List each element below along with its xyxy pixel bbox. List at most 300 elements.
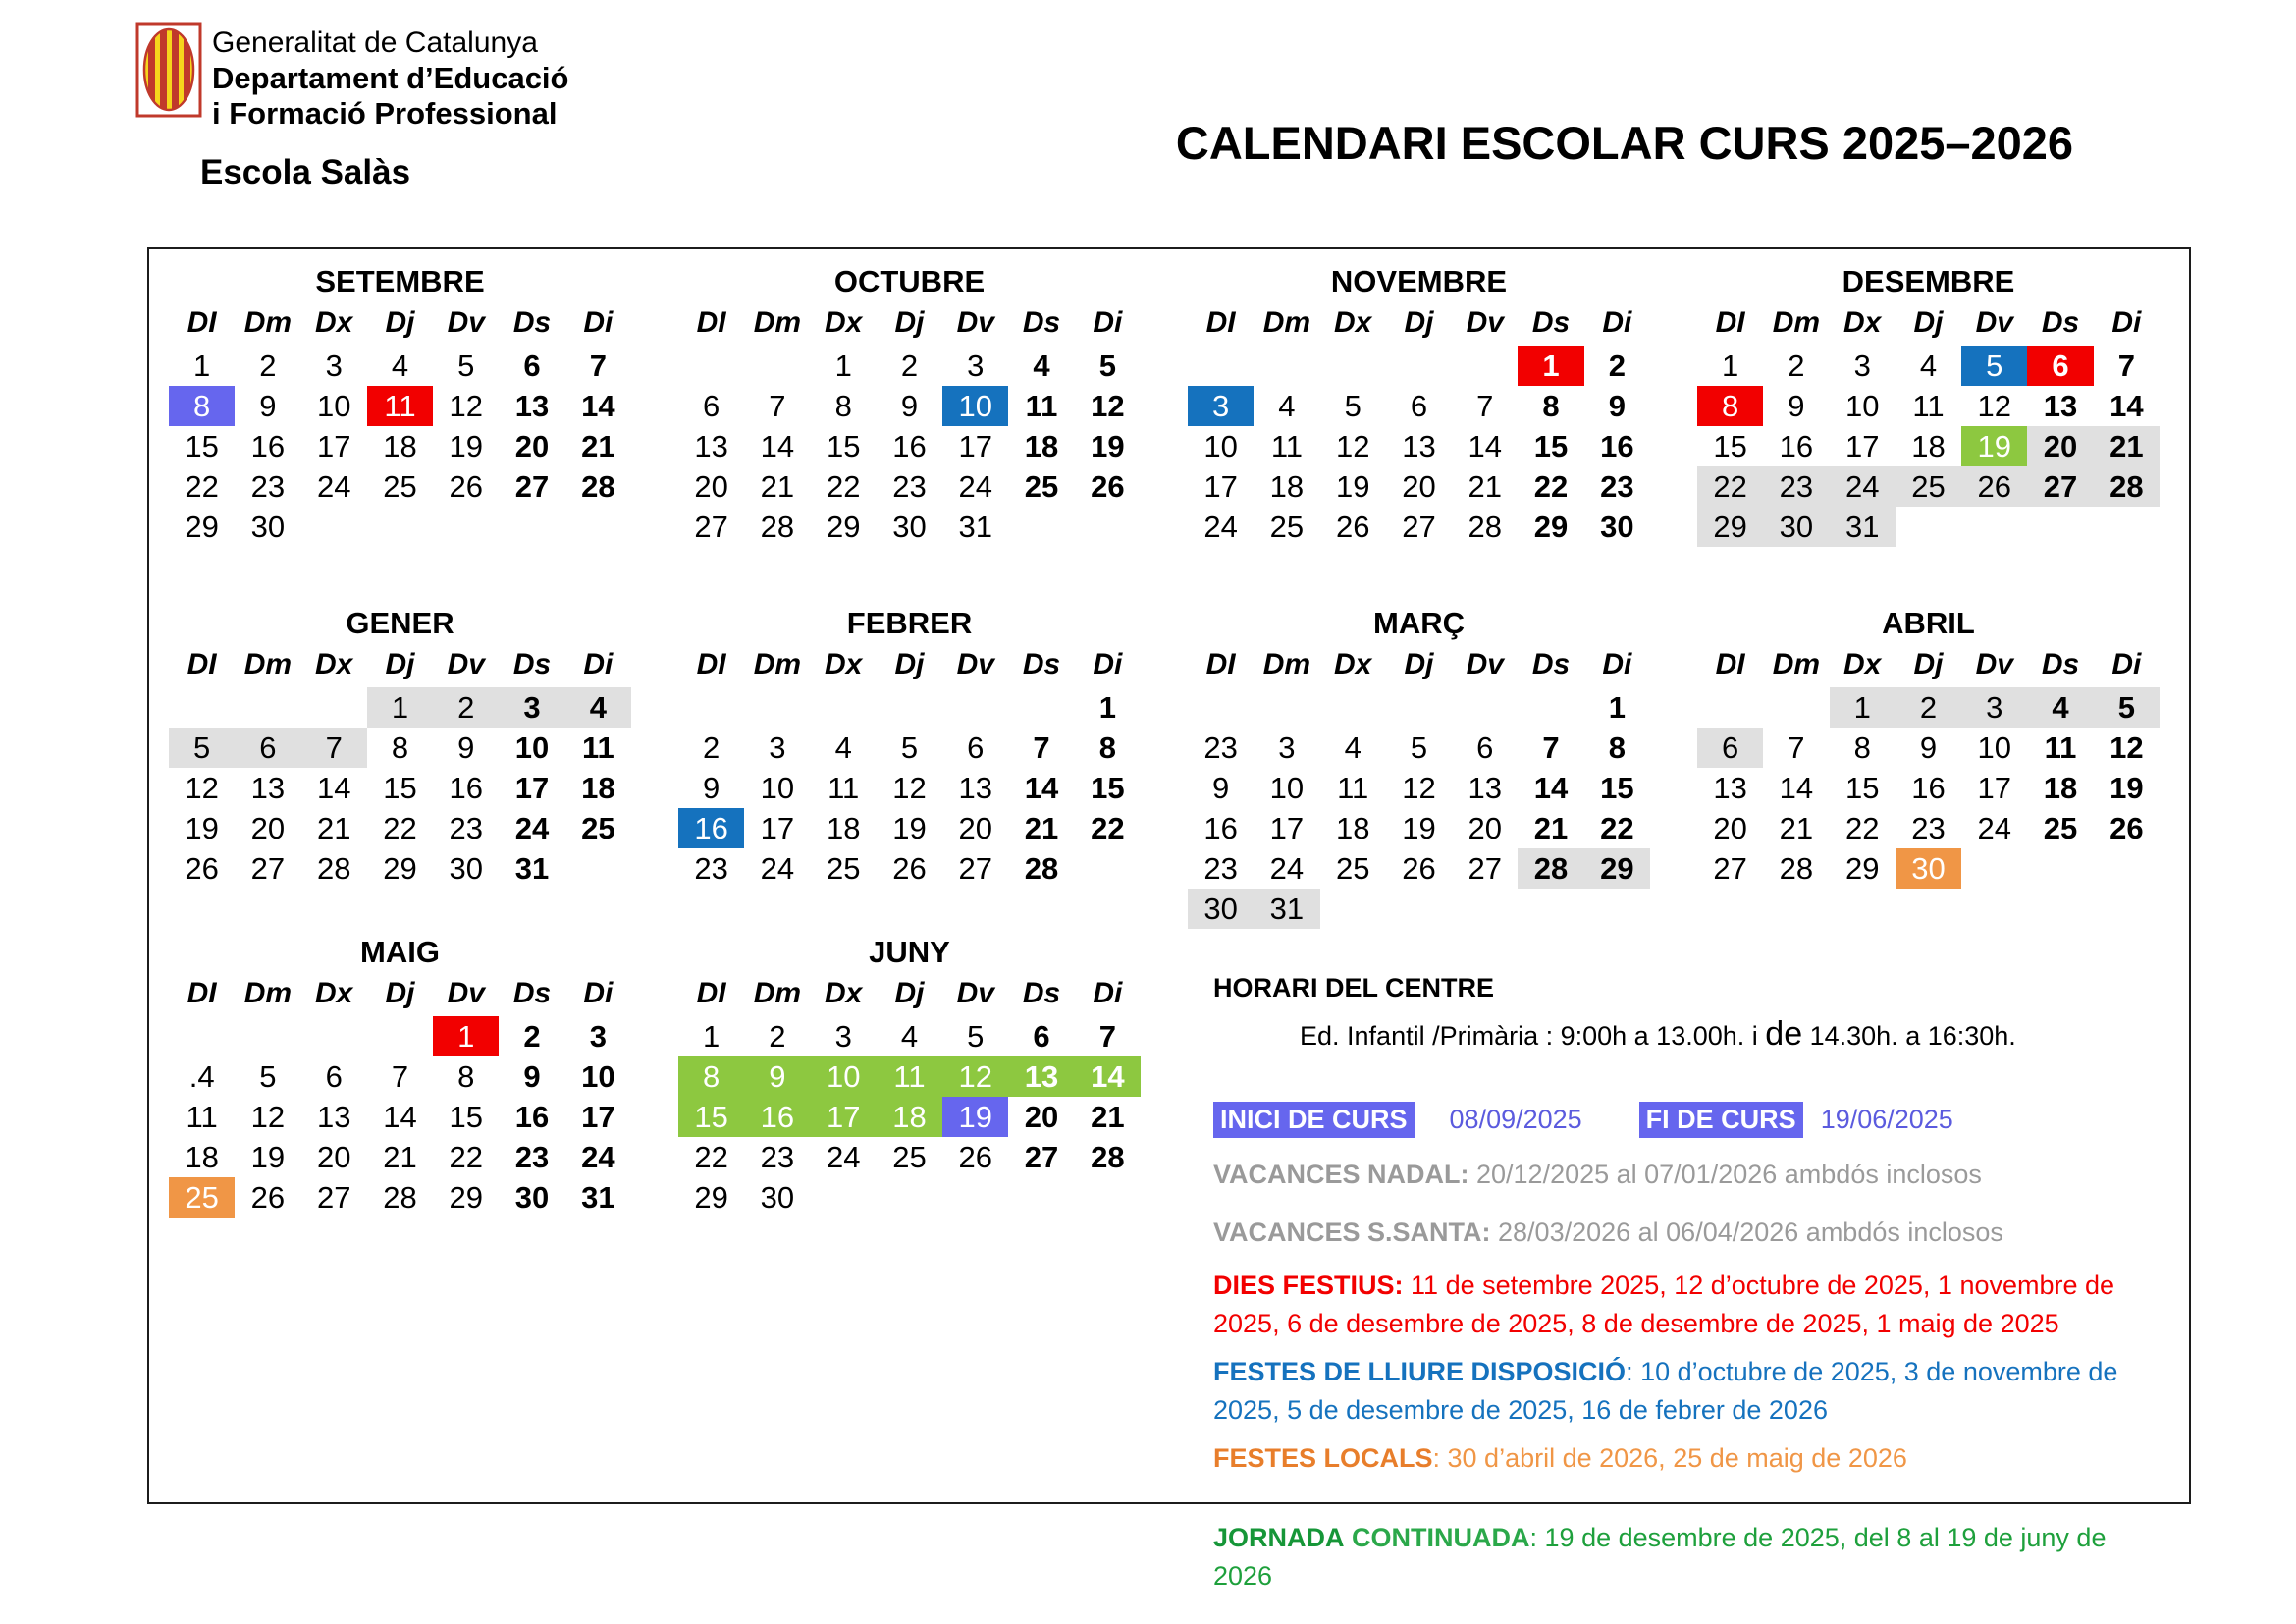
day-cell: 17 xyxy=(958,428,992,463)
month-novembre xyxy=(1188,257,1650,547)
jornada-continuada-line xyxy=(1213,1519,2160,1596)
day-cell: 4 xyxy=(565,687,631,728)
day-cell: 19 xyxy=(1091,428,1125,463)
day-cell xyxy=(301,507,367,547)
day-of-week-header: Dm xyxy=(1772,648,1821,680)
day-cell xyxy=(1320,889,1386,929)
day-cell: 9 xyxy=(744,1056,810,1097)
day-cell: 22 xyxy=(449,1139,483,1174)
fi-de-curs-date: 19/06/2025 xyxy=(1820,1105,1953,1134)
day-cell: 23 xyxy=(892,468,927,504)
month-title: NOVEMBRE xyxy=(1330,264,1508,298)
day-cell: 8 xyxy=(1542,388,1560,423)
day-cell: 18 xyxy=(1024,428,1059,463)
month-grid xyxy=(169,300,631,547)
day-cell xyxy=(1075,1177,1141,1218)
day-cell: 24 xyxy=(581,1139,615,1174)
day-cell xyxy=(1075,848,1141,889)
day-cell: 5 xyxy=(967,1018,985,1054)
day-of-week-header: Dv xyxy=(447,306,485,339)
jornada-label-part2: CONTINUADA xyxy=(1352,1523,1530,1552)
day-of-week-header: Di xyxy=(1602,648,1632,680)
day-cell: 6 xyxy=(325,1058,343,1094)
day-cell: 18 xyxy=(1335,810,1370,845)
day-cell: 28 xyxy=(1091,1139,1125,1174)
day-cell: 12 xyxy=(1402,770,1436,805)
day-cell xyxy=(678,687,744,728)
month-title: FEBRER xyxy=(846,606,973,640)
day-of-week-header: Dj xyxy=(1404,306,1434,339)
day-of-week-header: Dj xyxy=(894,648,925,680)
day-cell: 3 xyxy=(1853,348,1871,383)
day-cell xyxy=(811,1177,877,1218)
day-cell: 14 xyxy=(1533,770,1569,805)
day-cell: 28 xyxy=(1779,850,1814,886)
day-cell: 30 xyxy=(449,850,483,886)
day-cell: 6 xyxy=(703,388,721,423)
day-cell: 23 xyxy=(1203,850,1238,886)
day-cell: 12 xyxy=(449,388,483,423)
day-cell: 3 xyxy=(967,348,985,383)
day-cell: 20 xyxy=(958,810,992,845)
day-cell: 2 xyxy=(433,687,499,728)
day-cell: 30 xyxy=(1600,509,1634,544)
day-cell: 22 xyxy=(185,468,219,504)
day-cell: 18 xyxy=(2043,770,2078,805)
day-cell: 17 xyxy=(1269,810,1305,845)
day-cell: 9 xyxy=(523,1058,541,1094)
day-cell: 26 xyxy=(250,1179,286,1215)
day-cell xyxy=(1584,889,1650,929)
day-cell: 3 xyxy=(325,348,343,383)
day-of-week-header: Dm xyxy=(1262,648,1311,680)
day-cell: 29 xyxy=(1533,509,1569,544)
day-cell: 19 xyxy=(1402,810,1436,845)
day-cell: 8 xyxy=(1697,386,1763,426)
day-cell: 11 xyxy=(1912,388,1945,423)
day-cell: 3 xyxy=(834,1018,852,1054)
day-cell: 4 xyxy=(1919,348,1938,383)
day-of-week-header: Dx xyxy=(315,648,353,680)
fi-de-curs-badge: FI DE CURS xyxy=(1639,1102,1803,1138)
day-cell: 17 xyxy=(1977,770,2011,805)
day-cell: 5 xyxy=(2094,687,2160,728)
month-title: OCTUBRE xyxy=(833,264,986,298)
day-cell: 5 xyxy=(457,348,475,383)
day-cell: 13 xyxy=(2043,388,2078,423)
day-cell: 16 xyxy=(250,428,286,463)
day-of-week-header: Dj xyxy=(385,648,415,680)
day-cell: 1 xyxy=(1608,689,1626,725)
day-cell: 4 xyxy=(2027,687,2093,728)
day-cell: 3 xyxy=(1961,687,2027,728)
day-cell: 17 xyxy=(811,1097,877,1137)
day-cell: 4 xyxy=(1344,730,1362,765)
day-cell: 27 xyxy=(1468,850,1502,886)
month-abril xyxy=(1697,599,2160,889)
day-cell: 12 xyxy=(1977,388,2011,423)
day-cell: 10 xyxy=(811,1056,877,1097)
day-cell: 29 xyxy=(185,509,219,544)
day-of-week-header: Dx xyxy=(1334,306,1372,339)
day-cell: 9 xyxy=(900,388,919,423)
day-cell: 30 xyxy=(1763,507,1829,547)
day-cell: 5 xyxy=(1961,346,2027,386)
day-cell: 10 xyxy=(1203,428,1238,463)
day-cell: 16 xyxy=(1911,770,1946,805)
day-cell: 20 xyxy=(1713,810,1747,845)
day-cell: 23 xyxy=(1600,468,1634,504)
day-cell: 30 xyxy=(514,1179,550,1215)
day-cell: 15 xyxy=(826,428,861,463)
day-cell: 22 xyxy=(1697,466,1763,507)
day-cell: 3 xyxy=(1188,386,1254,426)
day-cell: 18 xyxy=(1911,428,1946,463)
day-cell: 15 xyxy=(1600,770,1634,805)
festes-locals-line xyxy=(1213,1439,2160,1478)
day-cell: 13 xyxy=(1402,428,1436,463)
day-cell xyxy=(744,346,810,386)
day-cell: 8 xyxy=(1098,730,1116,765)
day-cell: 13 xyxy=(958,770,992,805)
day-cell xyxy=(1188,346,1254,386)
day-cell: 27 xyxy=(958,850,992,886)
day-of-week-header: DI xyxy=(1205,306,1236,339)
day-cell: 31 xyxy=(1254,889,1319,929)
day-cell xyxy=(1518,687,1583,728)
day-cell xyxy=(1896,507,1961,547)
lliure-disposicio-value: : 10 d’octubre de 2025, 3 de novembre de 2025, 5 de desembre de 2025, 16 de febrer de 2026 xyxy=(1213,1357,2118,1425)
day-of-week-header: Dx xyxy=(315,306,353,339)
day-of-week-header: Dj xyxy=(1404,648,1434,680)
day-of-week-header: DI xyxy=(1715,306,1745,339)
day-cell: 19 xyxy=(449,428,483,463)
day-cell: 24 xyxy=(1269,850,1305,886)
day-cell xyxy=(235,687,300,728)
jornada-value: : 19 de desembre de 2025, del 8 al 19 de juny de 2026 xyxy=(1213,1523,2107,1591)
day-cell: 24 xyxy=(514,810,550,845)
day-cell: 28 xyxy=(1024,850,1059,886)
day-cell: 23 xyxy=(760,1139,795,1174)
day-cell: 9 xyxy=(1212,770,1230,805)
day-of-week-header: Dx xyxy=(1334,648,1372,680)
day-cell: 27 xyxy=(694,509,728,544)
day-cell: 27 xyxy=(1713,850,1747,886)
day-of-week-header: Dm xyxy=(1262,306,1311,339)
day-cell: 10 xyxy=(1977,730,2011,765)
vacances-ssanta-label: VACANCES S.SANTA: xyxy=(1213,1218,1491,1247)
day-cell: 6 xyxy=(235,728,300,768)
inici-de-curs-badge: INICI DE CURS xyxy=(1213,1102,1415,1138)
day-cell xyxy=(1452,346,1518,386)
day-of-week-header: DI xyxy=(1715,648,1745,680)
vacances-ssanta-line xyxy=(1213,1215,2160,1251)
day-cell: 8 xyxy=(834,388,852,423)
day-cell: 27 xyxy=(1402,509,1436,544)
day-cell: 16 xyxy=(892,428,927,463)
day-cell: 17 xyxy=(581,1099,615,1134)
day-cell: 5 xyxy=(1344,388,1362,423)
day-cell: 24 xyxy=(760,850,795,886)
month-grid xyxy=(678,642,1141,889)
day-cell: 25 xyxy=(892,1139,927,1174)
day-cell: 11 xyxy=(367,386,433,426)
horari-de-word: de xyxy=(1765,1015,1803,1053)
day-cell: 5 xyxy=(1410,730,1428,765)
day-cell: 25 xyxy=(169,1177,235,1218)
day-cell: 1 xyxy=(433,1016,499,1056)
day-cell: 12 xyxy=(892,770,927,805)
day-of-week-header: Ds xyxy=(1531,648,1571,680)
day-cell: 9 xyxy=(1788,388,1805,423)
day-cell: 21 xyxy=(383,1139,417,1174)
day-of-week-header: Ds xyxy=(2041,648,2080,680)
day-cell: 29 xyxy=(1697,507,1763,547)
day-cell xyxy=(1254,346,1319,386)
day-cell: 14 xyxy=(383,1099,417,1134)
day-cell: 23 xyxy=(694,850,728,886)
day-of-week-header: Ds xyxy=(512,977,552,1009)
month-grid xyxy=(169,971,631,1218)
day-cell: 12 xyxy=(942,1056,1008,1097)
day-cell: 10 xyxy=(514,730,550,765)
day-cell: 14 xyxy=(316,770,351,805)
day-cell xyxy=(1452,687,1518,728)
jornada-label-part1: JORNADA xyxy=(1213,1523,1345,1552)
day-cell: 3 xyxy=(499,687,564,728)
day-cell: 23 xyxy=(449,810,483,845)
day-cell xyxy=(678,346,744,386)
day-cell: 20 xyxy=(1402,468,1436,504)
day-cell xyxy=(1452,889,1518,929)
month-title: ABRIL xyxy=(1882,606,1975,640)
day-cell: 23 xyxy=(514,1139,550,1174)
day-cell: 29 xyxy=(694,1179,728,1215)
day-cell: 15 xyxy=(185,428,219,463)
day-cell xyxy=(301,1016,367,1056)
day-cell: 13 xyxy=(250,770,286,805)
day-cell: 27 xyxy=(514,468,550,504)
day-cell: 13 xyxy=(514,388,550,423)
day-of-week-header: Dj xyxy=(385,977,415,1009)
day-cell: 1 xyxy=(1830,687,1896,728)
month-title: DESEMBRE xyxy=(1842,264,2015,298)
day-cell: 22 xyxy=(1091,810,1125,845)
day-cell: 15 xyxy=(1533,428,1569,463)
day-cell: 21 xyxy=(1024,810,1059,845)
day-of-week-header: Dm xyxy=(243,977,293,1009)
day-cell: 1 xyxy=(1098,689,1116,725)
day-cell: 25 xyxy=(581,810,615,845)
month-grid xyxy=(1188,300,1650,547)
day-cell: 21 xyxy=(1468,468,1502,504)
day-cell: 17 xyxy=(1844,428,1880,463)
day-cell: 30 xyxy=(892,509,927,544)
day-cell: 25 xyxy=(1896,466,1961,507)
day-cell: 19 xyxy=(250,1139,286,1174)
day-cell: 10 xyxy=(316,388,351,423)
day-cell: 7 xyxy=(769,388,786,423)
month-maig xyxy=(169,928,631,1218)
day-cell: 18 xyxy=(1269,468,1305,504)
day-of-week-header: DI xyxy=(696,306,726,339)
day-cell: 25 xyxy=(1335,850,1370,886)
day-cell: 10 xyxy=(760,770,795,805)
day-cell: 15 xyxy=(383,770,417,805)
day-of-week-header: Di xyxy=(583,306,614,339)
day-cell: 19 xyxy=(1961,426,2027,466)
day-of-week-header: DI xyxy=(187,977,217,1009)
month-gener xyxy=(169,599,631,889)
day-cell: 21 xyxy=(1779,810,1814,845)
day-of-week-header: Di xyxy=(583,648,614,680)
day-cell: 11 xyxy=(1025,388,1058,423)
day-cell: 21 xyxy=(2094,426,2160,466)
day-cell: 31 xyxy=(581,1179,615,1215)
day-of-week-header: Dx xyxy=(825,648,863,680)
day-cell: 14 xyxy=(581,388,615,423)
day-cell: 30 xyxy=(1896,848,1961,889)
day-cell: 23 xyxy=(1911,810,1946,845)
day-of-week-header: Dv xyxy=(956,977,994,1009)
festes-locals-value: : 30 d’abril de 2026, 25 de maig de 2026 xyxy=(1432,1443,1907,1473)
day-cell: 28 xyxy=(316,850,351,886)
vacances-nadal-line xyxy=(1213,1157,2160,1193)
day-cell: 20 xyxy=(316,1139,351,1174)
day-cell xyxy=(1320,687,1386,728)
day-cell: 22 xyxy=(826,468,861,504)
day-of-week-header: DI xyxy=(187,306,217,339)
day-cell: 10 xyxy=(942,386,1008,426)
day-cell: 7 xyxy=(301,728,367,768)
day-cell: 26 xyxy=(449,468,483,504)
day-cell: 14 xyxy=(1075,1056,1141,1097)
day-of-week-header: Dv xyxy=(1466,648,1504,680)
day-cell xyxy=(499,507,564,547)
day-cell: 31 xyxy=(1830,507,1896,547)
day-cell: 7 xyxy=(1033,730,1050,765)
month-title: GENER xyxy=(346,606,454,640)
day-cell: 19 xyxy=(892,810,927,845)
school-name: Escola Salàs xyxy=(200,153,411,191)
day-cell: 22 xyxy=(1844,810,1880,845)
day-of-week-header: Dm xyxy=(243,306,293,339)
day-cell: 21 xyxy=(1091,1099,1125,1134)
day-cell: 1 xyxy=(193,348,211,383)
day-cell: 21 xyxy=(316,810,351,845)
day-cell: 15 xyxy=(1844,770,1880,805)
day-cell: 27 xyxy=(250,850,286,886)
month-title: JUNY xyxy=(869,935,950,969)
day-cell: 8 xyxy=(169,386,235,426)
day-of-week-header: Di xyxy=(1093,648,1123,680)
day-cell: 31 xyxy=(514,850,550,886)
day-cell xyxy=(565,848,631,889)
month-grid xyxy=(169,642,631,889)
day-cell: 1 xyxy=(834,348,852,383)
page-title: CALENDARI ESCOLAR CURS 2025–2026 xyxy=(1175,117,2074,169)
day-cell: 6 xyxy=(1410,388,1428,423)
day-cell: 19 xyxy=(2109,770,2144,805)
day-cell: 25 xyxy=(2043,810,2078,845)
day-cell xyxy=(942,1177,1008,1218)
day-of-week-header: Ds xyxy=(512,648,552,680)
day-cell: 7 xyxy=(1788,730,1805,765)
day-of-week-header: Ds xyxy=(1531,306,1571,339)
day-cell: 12 xyxy=(185,770,219,805)
curs-dates-row xyxy=(1213,1105,2160,1135)
day-cell: 2 xyxy=(900,348,919,383)
day-cell: 20 xyxy=(250,810,286,845)
day-cell: 14 xyxy=(2109,388,2144,423)
day-cell: 20 xyxy=(694,468,728,504)
day-cell: 7 xyxy=(1542,730,1560,765)
day-cell: 26 xyxy=(185,850,219,886)
day-cell: 22 xyxy=(694,1139,728,1174)
day-cell: 16 xyxy=(449,770,483,805)
inici-de-curs-date: 08/09/2025 xyxy=(1449,1105,1582,1134)
day-cell: 11 xyxy=(877,1056,942,1097)
day-cell: 3 xyxy=(589,1018,607,1054)
day-of-week-header: Di xyxy=(1093,977,1123,1009)
day-cell: 24 xyxy=(1977,810,2011,845)
day-cell: 21 xyxy=(581,428,615,463)
horari-text-suffix: 14.30h. a 16:30h. xyxy=(1802,1021,2016,1051)
day-cell: 2 xyxy=(523,1018,541,1054)
day-cell: 19 xyxy=(185,810,219,845)
day-cell: 2 xyxy=(703,730,721,765)
day-of-week-header: Ds xyxy=(1022,306,1061,339)
day-of-week-header: Dj xyxy=(1913,648,1944,680)
day-cell: 16 xyxy=(1779,428,1814,463)
vacances-nadal-value: 20/12/2025 al 07/01/2026 ambdós inclosos xyxy=(1468,1160,1982,1189)
day-cell xyxy=(2094,507,2160,547)
day-cell: 4 xyxy=(1033,348,1050,383)
day-cell: 15 xyxy=(678,1097,744,1137)
day-cell: 25 xyxy=(1024,468,1059,504)
day-cell: 20 xyxy=(2027,426,2093,466)
day-cell: 20 xyxy=(1468,810,1502,845)
day-cell: 1 xyxy=(1722,348,1739,383)
day-cell: 3 xyxy=(1278,730,1296,765)
month-title: MAIG xyxy=(360,935,440,969)
day-cell xyxy=(1075,507,1141,547)
day-cell xyxy=(367,507,433,547)
day-cell xyxy=(1008,507,1074,547)
day-cell: 7 xyxy=(1476,388,1494,423)
day-cell: 2 xyxy=(1608,348,1626,383)
day-of-week-header: Dj xyxy=(894,306,925,339)
day-cell: .4 xyxy=(188,1058,215,1094)
day-cell: 5 xyxy=(1098,348,1116,383)
day-cell xyxy=(1008,687,1074,728)
day-cell xyxy=(1188,687,1254,728)
day-cell: 8 xyxy=(1608,730,1626,765)
day-cell: 16 xyxy=(514,1099,550,1134)
day-cell: 23 xyxy=(250,468,286,504)
month-febrer xyxy=(678,599,1141,889)
day-of-week-header: Dv xyxy=(447,648,485,680)
day-cell: 16 xyxy=(1203,810,1238,845)
day-cell: 6 xyxy=(967,730,985,765)
day-cell: 17 xyxy=(760,810,795,845)
day-cell: 29 xyxy=(1844,850,1880,886)
day-cell: 1 xyxy=(1518,346,1583,386)
day-cell xyxy=(1386,346,1452,386)
day-cell: 20 xyxy=(1024,1099,1059,1134)
day-cell: 16 xyxy=(1600,428,1634,463)
org-name-block xyxy=(212,26,568,132)
